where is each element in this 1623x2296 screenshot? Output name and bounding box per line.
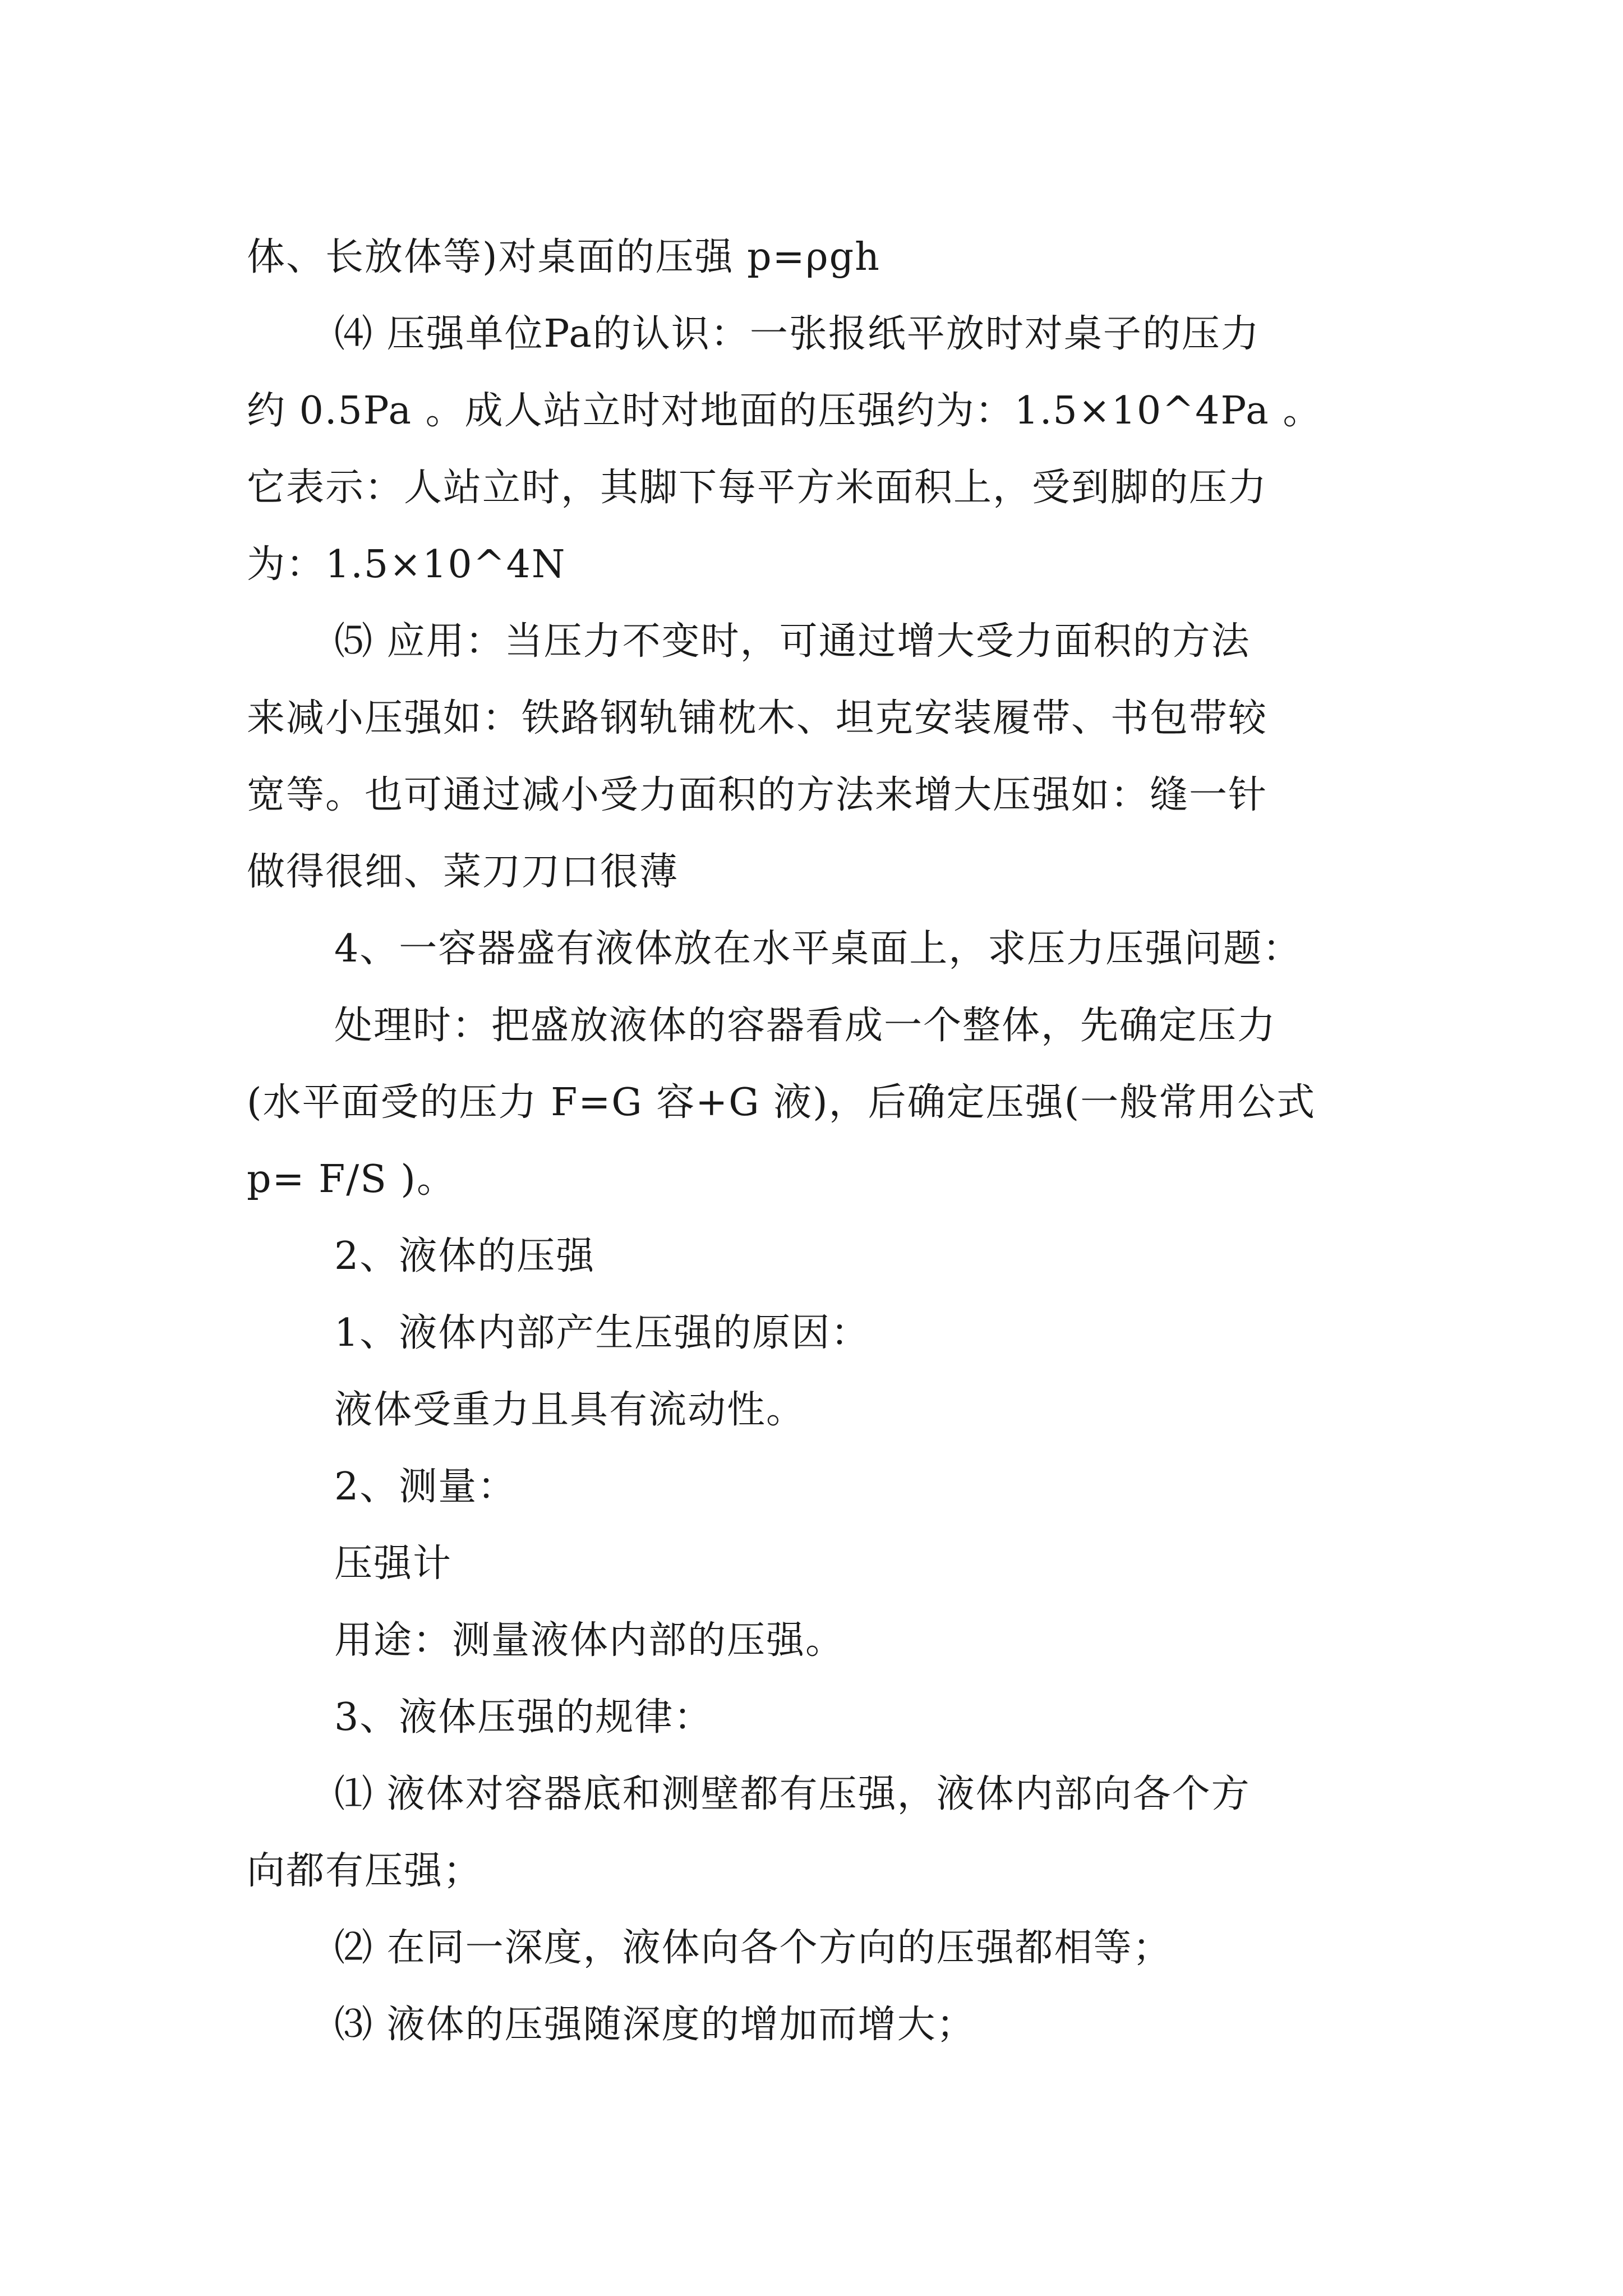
- text-line: 约 0.5Pa 。成人站立时对地面的压强约为：1.5×10^4Pa 。: [247, 389, 1322, 433]
- text-line: 来减小压强如：铁路钢轨铺枕木、坦克安装履带、书包带较: [247, 696, 1268, 740]
- text-line: 为：1.5×10^4N: [247, 542, 566, 587]
- text-line: ⑸ 应用：当压力不变时，可通过增大受力面积的方法: [334, 619, 1251, 664]
- text-line: ⑴ 液体对容器底和测壁都有压强，液体内部向各个方: [334, 1772, 1251, 1816]
- text-line: ⑶ 液体的压强随深度的增加而增大；: [334, 2003, 976, 2047]
- text-line: 向都有压强；: [247, 1849, 483, 1893]
- text-line: 它表示：人站立时，其脚下每平方米面积上，受到脚的压力: [247, 466, 1268, 510]
- text-line: 用途：测量液体内部的压强。: [334, 1618, 845, 1663]
- text-line: 宽等。也可通过减小受力面积的方法来增大压强如：缝一针: [247, 773, 1268, 817]
- text-line: 液体受重力且具有流动性。: [334, 1388, 806, 1432]
- document-body: [247, 219, 1391, 2063]
- text-line: 做得很细、菜刀刀口很薄: [247, 850, 679, 894]
- text-line: (水平面受的压力 F=G 容+G 液)，后确定压强(一般常用公式: [247, 1080, 1316, 1125]
- text-line: 压强计: [334, 1542, 453, 1586]
- text-line: 3、液体压强的规律：: [334, 1695, 713, 1740]
- text-line: 4、一容器盛有液体放在水平桌面上，求压力压强问题：: [334, 927, 1302, 971]
- text-line: 处理时：把盛放液体的容器看成一个整体，先确定压力: [334, 1004, 1277, 1048]
- text-line: 体、长放体等)对桌面的压强 p=ρgh: [247, 235, 880, 279]
- text-line: 1、液体内部产生压强的原因：: [334, 1311, 870, 1355]
- text-line: ⑵ 在同一深度，液体向各个方向的压强都相等；: [334, 1926, 1172, 1970]
- text-line: ⑷ 压强单位Pa的认识：一张报纸平放时对桌子的压力: [334, 312, 1260, 356]
- section-heading: 2、液体的压强: [334, 1234, 596, 1278]
- text-line: 2、测量：: [334, 1465, 517, 1509]
- text-line: p= F/S )。: [247, 1157, 456, 1202]
